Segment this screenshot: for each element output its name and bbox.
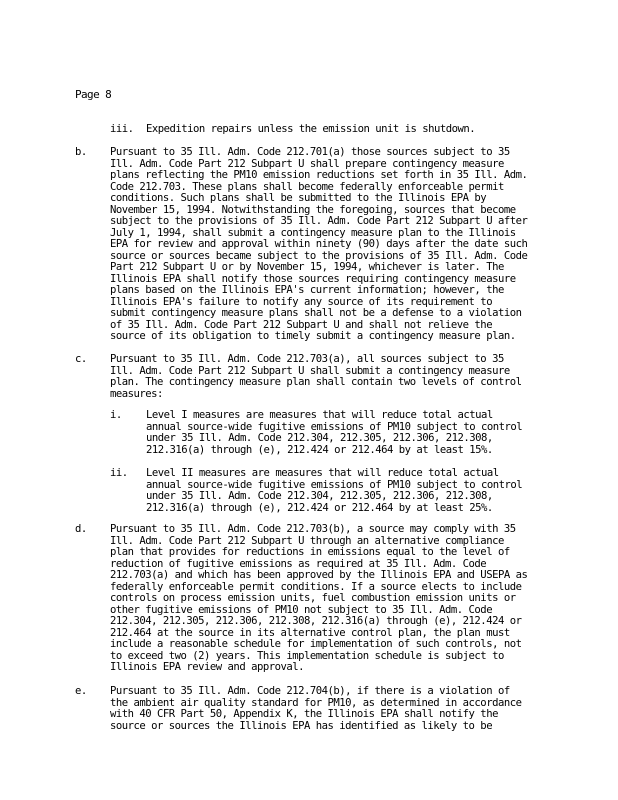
text-line: EPA for review and approval within ninety (90) days after the date such [110,238,528,250]
list-marker: i. [110,409,122,421]
text-line: the ambient air quality standard for PM10, as determined in accordance [110,696,522,709]
text-line: submit contingency measure plans shall not be a defense to a violation [110,307,522,319]
text-line: 212.316(a) through (e), 212.424 or 212.464 by at least 15%. [146,443,493,456]
text-line: Illinois EPA review and approval. [110,661,304,673]
text-line: controls on process emission units, fuel combustion emission units or [110,592,516,604]
list-marker: c. [75,353,87,365]
paragraph-text [110,354,550,400]
text-line: source or sources became subject to the provisions of 35 Ill. Adm. Code [110,249,528,262]
text-line: source or sources the Illinois EPA has identified as likely to be [110,719,493,732]
text-line: Illinois EPA's failure to notify any source of its requirement to [110,295,493,308]
paragraph-text [110,524,550,674]
text-line: under 35 Ill. Adm. Code 212.304, 212.305, 212.306, 212.308, [146,490,493,502]
text-line: reduction of fugitive emissions as required at 35 Ill. Adm. Code [110,557,487,570]
text-line: federally enforceable permit conditions. If a source elects to include [110,580,522,593]
text-line: plans reflecting the PM10 emission reductions set forth in 35 Ill. Adm. [110,169,528,181]
text-line: 212.464 at the source in its alternative control plan, the plan must [110,626,510,639]
text-line: measures: [110,387,163,400]
sub-item-text: Expedition repairs unless the emission unit is shutdown. [146,123,476,135]
text-line: to exceed two (2) years. This implementation schedule is subject to [110,649,504,662]
text-line: subject to the provisions of 35 Ill. Adm. Code Part 212 Subpart U after [110,215,528,227]
paragraph-text [110,686,550,732]
paragraph-text [110,147,550,343]
text-line: plan. The contingency measure plan shall contain two levels of control [110,376,522,388]
sub-item-text [146,410,546,456]
text-line: source of its obligation to timely submit a contingency measure plan. [110,330,516,342]
text-line: Code 212.703. These plans shall become federally enforceable permit [110,180,504,193]
text-line: 212.703(a) and which has been approved by the Illinois EPA and USEPA as [110,569,528,581]
text-line: Illinois EPA shall notify those sources requiring contingency measure [110,272,516,285]
text-line: plans based on the Illinois EPA's current information; however, the [110,284,504,296]
text-line: July 1, 1994, shall submit a contingency measure plan to the Illinois [110,226,516,239]
text-line: Part 212 Subpart U or by November 15, 1994, whichever is later. The [110,261,504,273]
text-line: Pursuant to 35 Ill. Adm. Code 212.701(a) those sources subject to 35 [110,146,510,158]
text-line: plan that provides for reductions in emissions equal to the level of [110,546,510,558]
list-marker: b. [75,146,87,158]
text-line: 212.304, 212.305, 212.306, 212.308, 212.316(a) through (e), 212.424 or [110,615,522,627]
text-line: Pursuant to 35 Ill. Adm. Code 212.703(b), a source may comply with 35 [110,523,516,535]
text-line: 212.316(a) through (e), 212.424 or 212.464 by at least 25%. [146,501,493,514]
list-marker: d. [75,523,87,535]
text-line: Ill. Adm. Code Part 212 Subpart U shall prepare contingency measure [110,157,504,170]
text-line: of 35 Ill. Adm. Code Part 212 Subpart U and shall not relieve the [110,318,493,331]
text-line: conditions. Such plans shall be submitted to the Illinois EPA by [110,192,487,204]
text-line: Pursuant to 35 Ill. Adm. Code 212.704(b), if there is a violation of [110,685,510,697]
sub-item-text [146,468,546,514]
text-line: annual source-wide fugitive emissions of PM10 subject to control [146,478,523,491]
text-line: Level I measures are measures that will reduce total actual [146,409,493,421]
text-line: Level II measures are measures that will reduce total actual [146,467,499,479]
text-line: under 35 Ill. Adm. Code 212.304, 212.305, 212.306, 212.308, [146,432,493,444]
page-number: Page 8 [75,88,112,101]
text-line: Ill. Adm. Code Part 212 Subpart U shall submit a contingency measure [110,364,510,377]
text-line: annual source-wide fugitive emissions of PM10 subject to control [146,420,523,433]
list-marker: ii. [110,467,128,479]
text-line: Pursuant to 35 Ill. Adm. Code 212.703(a), all sources subject to 35 [110,353,504,365]
text-line: other fugitive emissions of PM10 not subject to 35 Ill. Adm. Code [110,603,493,616]
text-line: November 15, 1994. Notwithstanding the foregoing, sources that become [110,203,516,216]
list-marker: iii. [110,123,134,135]
list-marker: e. [75,685,87,697]
text-line: Ill. Adm. Code Part 212 Subpart U through an alternative compliance [110,534,504,547]
text-line: include a reasonable schedule for implementation of such controls, not [110,638,522,650]
text-line: with 40 CFR Part 50, Appendix K, the Illinois EPA shall notify the [110,708,498,720]
